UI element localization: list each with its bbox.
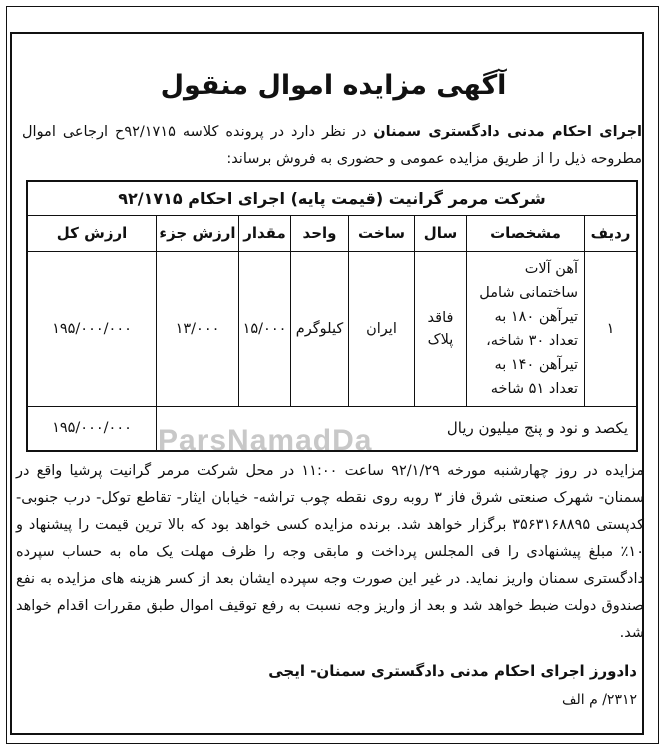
row-unit-value: ۱۳/۰۰۰ <box>156 251 238 406</box>
col-spec: مشخصات <box>466 215 584 251</box>
col-index: ردیف <box>584 215 636 251</box>
col-year: سال <box>414 215 466 251</box>
row-made-in: ایران <box>348 251 414 406</box>
col-unit: واحد <box>290 215 348 251</box>
table-sum-row <box>28 406 636 450</box>
reference-number: ۲۳۱۲/ م الف <box>561 692 637 708</box>
table-row <box>28 251 636 407</box>
row-index: ۱ <box>584 251 636 406</box>
intro-organization: اجرای احکام مدنی دادگستری سمنان <box>373 124 642 140</box>
col-made-in: ساخت <box>348 215 414 251</box>
col-total-value: ارزش کل <box>56 224 128 242</box>
row-year: فاقد پلاک <box>414 251 466 406</box>
row-spec: آهن آلات ساختمانی شامل تیرآهن ۱۸۰ به تعداد ۳۰ شاخه، تیرآهن ۱۴۰ به تعداد ۵۱ شاخه <box>466 251 584 406</box>
table-heading: شرکت مرمر گرانیت (قیمت پایه) اجرای احکام ۹۲/۱۷۱۵ <box>28 182 636 216</box>
row-unit: کیلوگرم <box>290 251 348 406</box>
col-quantity: مقدار <box>238 215 290 251</box>
page-title: آگهی مزایده اموال منقول <box>160 70 507 101</box>
table-header-row <box>28 215 636 252</box>
signature: دادورز اجرای احکام مدنی دادگستری سمنان- ایجی <box>268 662 637 680</box>
auction-table <box>26 180 638 452</box>
sum-value: ۱۹۵/۰۰۰/۰۰۰ <box>52 420 132 436</box>
auction-details: مزایده در روز چهارشنبه مورخه ۹۲/۱/۲۹ ساعت ۱۱:۰۰ در محل شرکت مرمر گرانیت پرشیا واقع در سمنان- شهرک صنعتی شرق فاز ۳ روبه روی نقطه چوب تراشه- خیابان ایثار- تقاطع توکل- درب جنوبی- کدپستی ۳۵۶۳۱۶۸۸۹۵ برگزار خواهد شد. برنده مزایده کسی خواهد بود که بالا ترین قیمت را پیشنهاد و ۱۰٪ مبلغ پیشنهادی را فی المجلس پرداخت و مابقی وجه را ظرف مهلت یک ماه به حساب سپرده دادگستری سمنان واریز نماید. در غیر این صورت وجه سپرده ایشان بعد از کسر هزینه های مزایده به نفع صندوق دولت ضبط خواهد شد و بعد از واریز وجه نسبت به رفع توقیف اموال طبق مقررات اقدام خواهد شد. <box>16 463 644 641</box>
row-quantity: ۱۵/۰۰۰ <box>238 251 290 406</box>
intro-paragraph <box>22 119 642 173</box>
col-unit-value: ارزش جزء <box>156 215 238 251</box>
intro-text: در نظر دارد در پرونده کلاسه ۹۲/۱۷۱۵ح ارجاعی اموال مطروحه ذیل را از طریق مزایده عمومی و حضوری به فروش برساند: <box>22 124 642 167</box>
sum-in-words: یکصد و نود و پنج میلیون ریال <box>156 406 636 450</box>
row-total-value: ۱۹۵/۰۰۰/۰۰۰ <box>52 320 132 337</box>
watermark: ParsNamadDa <box>158 424 373 457</box>
